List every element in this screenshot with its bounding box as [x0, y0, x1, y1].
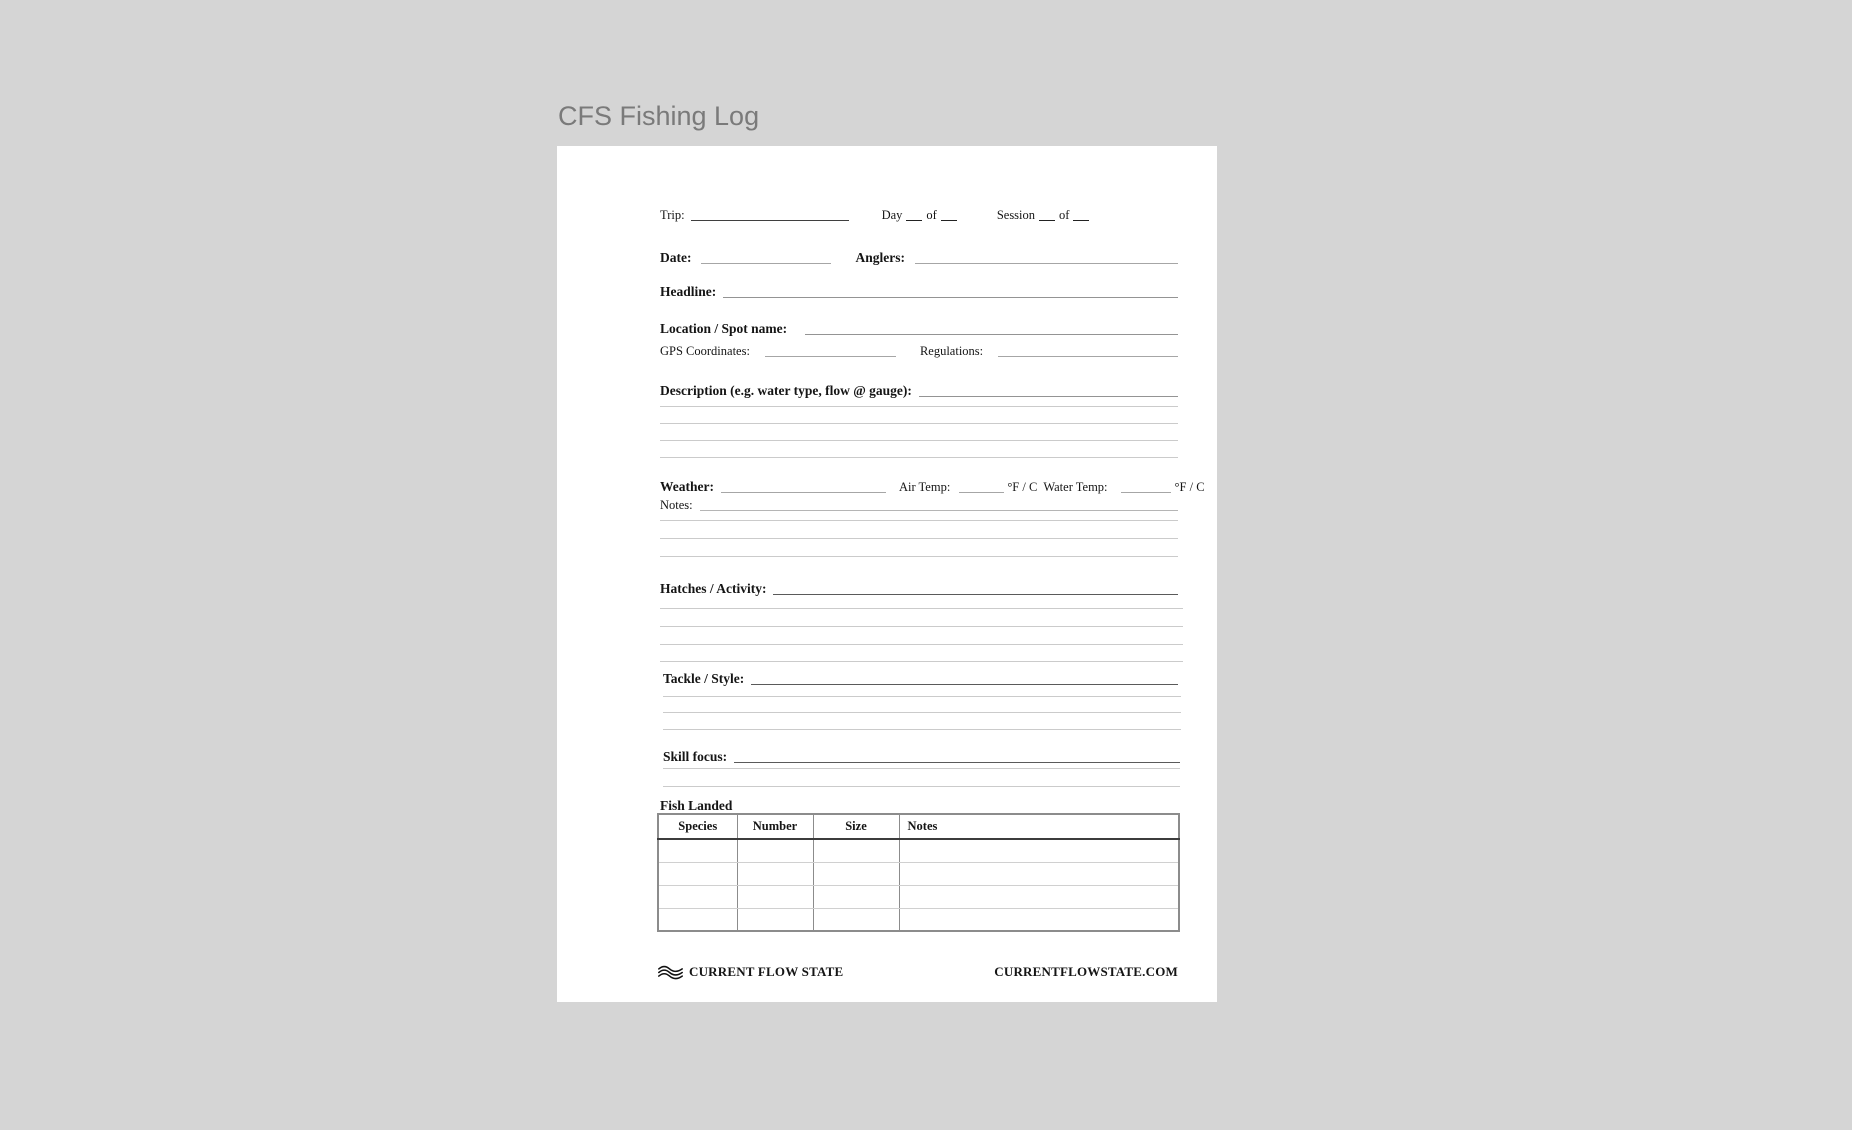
skill-line	[734, 751, 1180, 763]
table-cell-species	[658, 862, 737, 885]
ruled-line	[660, 457, 1178, 458]
session-label: Session	[996, 208, 1036, 222]
weather-label: Weather:	[660, 479, 714, 494]
anglers-line	[915, 252, 1178, 264]
ruled-line	[660, 661, 1183, 662]
notes-line	[700, 499, 1178, 511]
session-of-label: of	[1059, 208, 1070, 222]
notes-label: Notes:	[660, 498, 693, 512]
ruled-line	[660, 538, 1178, 539]
anglers-label: Anglers:	[855, 250, 905, 265]
gps-row	[660, 341, 1178, 359]
ruled-line	[660, 406, 1178, 407]
table-cell-number	[737, 839, 813, 862]
air-temp-unit: °F / C	[1007, 480, 1038, 494]
air-temp-line	[959, 481, 1004, 493]
gps-label: GPS Coordinates:	[660, 344, 750, 358]
weather-row	[660, 477, 1205, 495]
day-blank	[906, 211, 922, 221]
document-page	[557, 146, 1217, 1002]
table-cell-notes	[899, 908, 1179, 931]
trip-row	[660, 205, 1178, 223]
notes-row	[660, 495, 1178, 513]
skill-label: Skill focus:	[663, 749, 728, 764]
ruled-line	[663, 696, 1181, 697]
water-temp-label: Water Temp:	[1043, 480, 1108, 494]
description-line	[919, 385, 1178, 397]
header-notes: Notes	[899, 814, 1179, 839]
headline-row	[660, 282, 1178, 300]
date-line	[701, 252, 831, 264]
weather-line	[721, 481, 886, 493]
water-temp-line	[1121, 481, 1171, 493]
header-number: Number	[737, 814, 813, 839]
headline-line	[723, 286, 1178, 298]
table-cell-number	[737, 908, 813, 931]
table-cell-number	[737, 862, 813, 885]
hatches-label: Hatches / Activity:	[660, 581, 767, 596]
air-temp-label: Air Temp:	[898, 480, 951, 494]
ruled-line	[660, 608, 1183, 609]
ruled-line	[660, 626, 1183, 627]
table-header-row	[658, 814, 1179, 839]
ruled-line	[660, 556, 1178, 557]
date-label: Date:	[660, 250, 692, 265]
page-title: CFS Fishing Log	[558, 101, 760, 131]
table-cell-size	[813, 839, 899, 862]
water-temp-unit: °F / C	[1174, 480, 1205, 494]
session-total-blank	[1073, 211, 1089, 221]
location-row	[660, 319, 1178, 337]
fish-landed-title: Fish Landed	[660, 798, 733, 813]
location-label: Location / Spot name:	[660, 321, 788, 336]
tackle-row	[663, 669, 1178, 687]
day-of-label: of	[926, 208, 937, 222]
page-footer	[657, 962, 1178, 982]
tackle-line	[751, 673, 1178, 685]
hatches-line	[773, 583, 1178, 595]
date-anglers-row	[660, 248, 1178, 266]
hatches-row	[660, 579, 1178, 597]
table-row	[658, 839, 1179, 862]
session-blank	[1039, 211, 1055, 221]
table-cell-size	[813, 885, 899, 908]
brand-name: CURRENT FLOW STATE	[689, 964, 844, 979]
regulations-line	[998, 345, 1178, 357]
gps-line	[765, 345, 896, 357]
website-text: CURRENTFLOWSTATE.COM	[994, 964, 1178, 979]
ruled-line	[660, 644, 1183, 645]
table-cell-species	[658, 885, 737, 908]
table-cell-species	[658, 908, 737, 931]
regulations-label: Regulations:	[919, 344, 984, 358]
header-species: Species	[658, 814, 737, 839]
ruled-line	[663, 786, 1180, 787]
brand-lockup	[657, 964, 843, 980]
ruled-line	[663, 712, 1181, 713]
table-cell-size	[813, 862, 899, 885]
table-row	[658, 885, 1179, 908]
fish-landed-table	[657, 813, 1180, 932]
trip-line	[691, 209, 849, 221]
table-cell-notes	[899, 885, 1179, 908]
waves-icon	[657, 965, 684, 980]
table-cell-notes	[899, 862, 1179, 885]
location-line	[805, 323, 1178, 335]
header-size: Size	[813, 814, 899, 839]
day-total-blank	[941, 211, 957, 221]
ruled-line	[663, 768, 1180, 769]
description-row	[660, 381, 1178, 399]
trip-label: Trip:	[660, 208, 685, 222]
headline-label: Headline:	[660, 284, 717, 299]
table-row	[658, 908, 1179, 931]
ruled-line	[663, 729, 1181, 730]
ruled-line	[660, 520, 1178, 521]
table-cell-number	[737, 885, 813, 908]
table-cell-size	[813, 908, 899, 931]
ruled-line	[660, 440, 1178, 441]
table-cell-species	[658, 839, 737, 862]
ruled-line	[660, 423, 1178, 424]
tackle-label: Tackle / Style:	[663, 671, 745, 686]
table-row	[658, 862, 1179, 885]
table-cell-notes	[899, 839, 1179, 862]
day-label: Day	[881, 208, 903, 222]
skill-row	[663, 747, 1180, 765]
description-label: Description (e.g. water type, flow @ gauge):	[660, 383, 912, 398]
